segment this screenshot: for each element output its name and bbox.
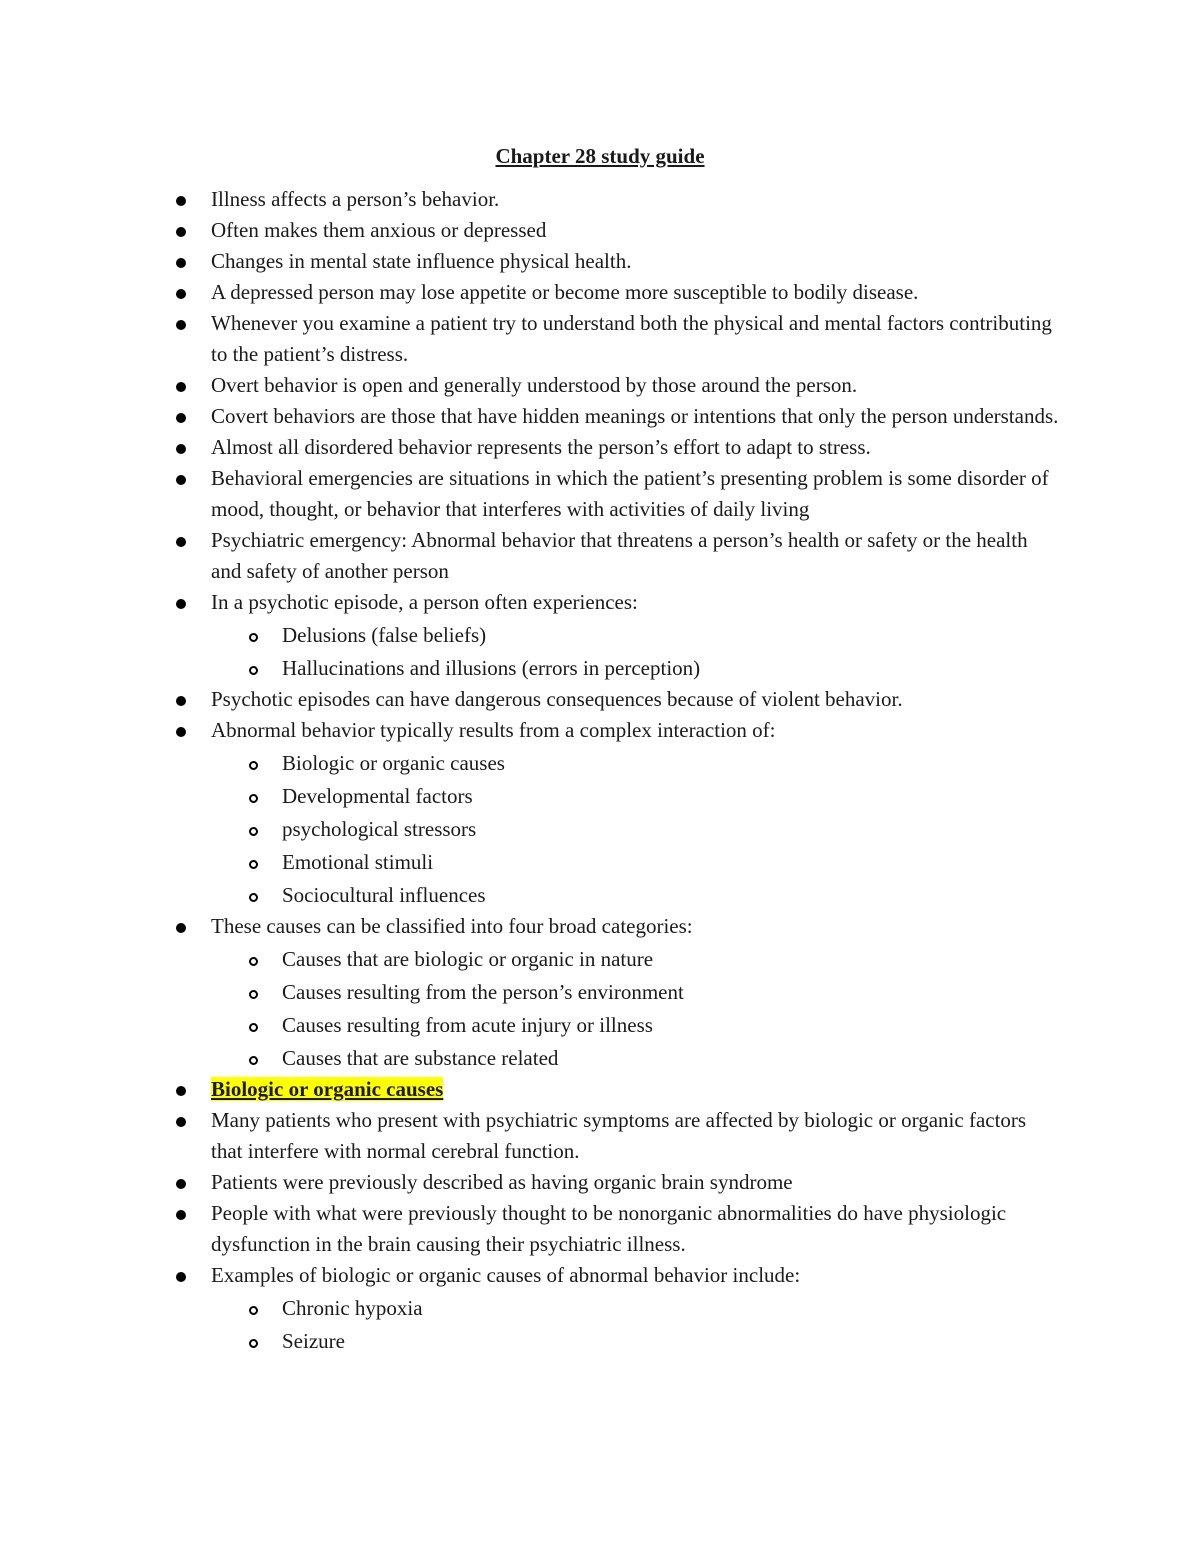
list-item-text: psychological stressors xyxy=(282,817,477,841)
list-item-text: Emotional stimuli xyxy=(282,850,434,874)
bullet-circle-icon xyxy=(249,1056,258,1065)
list-item xyxy=(0,1198,1061,1260)
bullet-list xyxy=(0,184,1200,1357)
bullet-disc-icon xyxy=(176,537,186,547)
sub-list-item xyxy=(0,847,1042,878)
list-item-text: Psychotic episodes can have dangerous consequences because of violent behavior. xyxy=(211,687,903,711)
list-item-text: In a psychotic episode, a person often experiences: xyxy=(211,590,638,614)
bullet-disc-icon xyxy=(176,196,186,206)
sub-list-item xyxy=(0,781,1042,812)
bullet-disc-icon xyxy=(176,475,186,485)
list-item-text: Changes in mental state influence physical health. xyxy=(211,249,632,273)
bullet-circle-icon xyxy=(249,957,258,966)
list-item xyxy=(0,1260,1061,1291)
bullet-disc-icon xyxy=(176,227,186,237)
bullet-circle-icon xyxy=(249,860,258,869)
list-item-text: Almost all disordered behavior represents the person’s effort to adapt to stress. xyxy=(211,435,871,459)
bullet-circle-icon xyxy=(249,633,258,642)
sub-list-item xyxy=(0,1010,1042,1041)
list-item xyxy=(0,184,1061,215)
bullet-disc-icon xyxy=(176,258,186,268)
list-item xyxy=(0,1105,1061,1167)
sub-list-item xyxy=(0,814,1042,845)
list-item-text: Covert behaviors are those that have hidden meanings or intentions that only the person understands. xyxy=(211,404,1059,428)
sub-list-item xyxy=(0,880,1042,911)
bullet-circle-icon xyxy=(249,1339,258,1348)
bullet-disc-icon xyxy=(176,1272,186,1282)
sub-list-item xyxy=(0,977,1042,1008)
highlighted-heading: Biologic or organic causes xyxy=(211,1077,444,1101)
sub-list-item xyxy=(0,1326,1042,1357)
list-item xyxy=(0,715,1061,746)
sub-list-item xyxy=(0,620,1042,651)
list-item-text: These causes can be classified into four broad categories: xyxy=(211,914,693,938)
bullet-disc-icon xyxy=(176,1179,186,1189)
sub-list-item xyxy=(0,944,1042,975)
sub-list-item xyxy=(0,1293,1042,1324)
list-item xyxy=(0,684,1061,715)
list-item-text: Biologic or organic causes xyxy=(282,751,505,775)
sub-list-item xyxy=(0,1043,1042,1074)
bullet-disc-icon xyxy=(176,413,186,423)
list-item-text: People with what were previously thought to be nonorganic abnormalities do have physiologic dysfunction in the brain causing their psychiatric illness. xyxy=(211,1201,1007,1256)
list-item-text: Patients were previously described as having organic brain syndrome xyxy=(211,1170,793,1194)
bullet-circle-icon xyxy=(249,1306,258,1315)
bullet-disc-icon xyxy=(176,727,186,737)
list-item-text: Causes that are substance related xyxy=(282,1046,559,1070)
list-item-text: Overt behavior is open and generally understood by those around the person. xyxy=(211,373,858,397)
list-item-text: Behavioral emergencies are situations in which the patient’s presenting problem is some disorder of mood, thought, or behavior that interferes with activities of daily living xyxy=(211,466,1049,521)
list-item-text: Chronic hypoxia xyxy=(282,1296,423,1320)
list-item xyxy=(0,1074,1061,1105)
list-item xyxy=(0,432,1061,463)
list-item xyxy=(0,246,1061,277)
list-item-text: Causes resulting from the person’s environment xyxy=(282,980,684,1004)
list-item xyxy=(0,525,1061,587)
bullet-disc-icon xyxy=(176,599,186,609)
list-item-text: Psychiatric emergency: Abnormal behavior that threatens a person’s health or safety or the health and safety of another person xyxy=(211,528,1028,583)
list-item xyxy=(0,587,1061,618)
bullet-disc-icon xyxy=(176,289,186,299)
list-item-text: Delusions (false beliefs) xyxy=(282,623,487,647)
bullet-disc-icon xyxy=(176,320,186,330)
bullet-circle-icon xyxy=(249,827,258,836)
page-title: Chapter 28 study guide xyxy=(495,144,705,168)
bullet-disc-icon xyxy=(176,1210,186,1220)
bullet-circle-icon xyxy=(249,893,258,902)
list-item-text: Often makes them anxious or depressed xyxy=(211,218,547,242)
list-item-text: Examples of biologic or organic causes of abnormal behavior include: xyxy=(211,1263,801,1287)
list-item-text: Causes that are biologic or organic in nature xyxy=(282,947,654,971)
list-item xyxy=(0,911,1061,942)
list-item xyxy=(0,1167,1061,1198)
bullet-circle-icon xyxy=(249,1023,258,1032)
list-item xyxy=(0,215,1061,246)
bullet-disc-icon xyxy=(176,1086,186,1096)
sub-list-item xyxy=(0,653,1042,684)
list-item-text: Sociocultural influences xyxy=(282,883,486,907)
bullet-disc-icon xyxy=(176,382,186,392)
list-item xyxy=(0,401,1061,432)
list-item xyxy=(0,277,1061,308)
bullet-disc-icon xyxy=(176,696,186,706)
list-item xyxy=(0,463,1061,525)
bullet-disc-icon xyxy=(176,1117,186,1127)
list-item-text: Seizure xyxy=(282,1329,345,1353)
bullet-disc-icon xyxy=(176,923,186,933)
list-item-text: Developmental factors xyxy=(282,784,473,808)
list-item-text: Illness affects a person’s behavior. xyxy=(211,187,500,211)
list-item xyxy=(0,370,1061,401)
bullet-circle-icon xyxy=(249,794,258,803)
list-item-text: Abnormal behavior typically results from a complex interaction of: xyxy=(211,718,776,742)
list-item-text: Hallucinations and illusions (errors in perception) xyxy=(282,656,701,680)
bullet-disc-icon xyxy=(176,444,186,454)
bullet-circle-icon xyxy=(249,761,258,770)
bullet-circle-icon xyxy=(249,990,258,999)
bullet-circle-icon xyxy=(249,666,258,675)
list-item-text: A depressed person may lose appetite or become more susceptible to bodily disease. xyxy=(211,280,919,304)
list-item-text: Many patients who present with psychiatric symptoms are affected by biologic or organic factors that interfere with normal cerebral function. xyxy=(211,1108,1027,1163)
list-item-text: Whenever you examine a patient try to understand both the physical and mental factors contributing to the patient’s distress. xyxy=(211,311,1052,366)
sub-list-item xyxy=(0,748,1042,779)
list-item-text: Causes resulting from acute injury or illness xyxy=(282,1013,653,1037)
list-item xyxy=(0,308,1061,370)
